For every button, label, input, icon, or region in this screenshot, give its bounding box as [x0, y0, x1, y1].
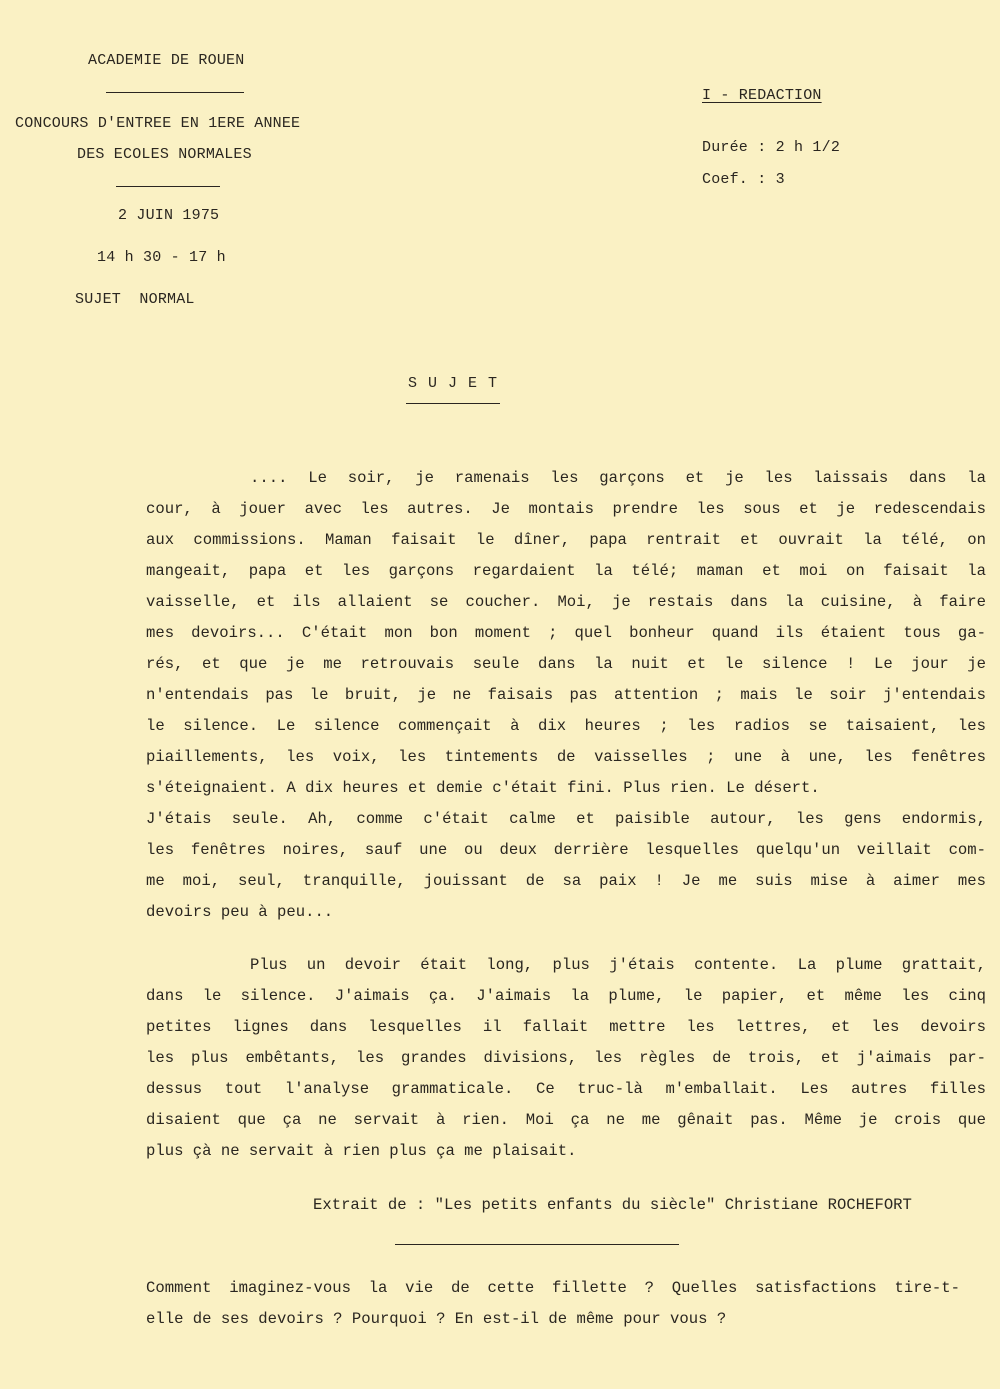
sujet-type: SUJET NORMAL — [75, 291, 195, 308]
source-rule — [395, 1244, 679, 1245]
duree: Durée : 2 h 1/2 — [702, 139, 841, 156]
text-line: disaient que ça ne servait à rien. Moi ça ne me gênait pas. Même je crois que — [146, 1111, 986, 1129]
concours-line-1: CONCOURS D'ENTREE EN 1ERE ANNEE — [15, 115, 301, 132]
text-line: cour, à jouer avec les autres. Je montais prendre les sous et je redescendais — [146, 500, 986, 518]
text-line: aux commissions. Maman faisait le dîner, papa rentrait et ouvrait la télé, on — [146, 531, 986, 549]
text-line: le silence. Le silence commençait à dix heures ; les radios se taisaient, les — [146, 717, 986, 735]
question-line: Comment imaginez-vous la vie de cette fillette ? Quelles satisfactions tire-t- — [146, 1279, 960, 1297]
coefficient: Coef. : 3 — [702, 171, 785, 188]
text-line: dans le silence. J'aimais ça. J'aimais la plume, le papier, et même les cinq — [146, 987, 986, 1005]
sujet-heading-rule — [406, 403, 500, 404]
text-line: me moi, seul, tranquille, jouissant de sa paix ! Je me suis mise à aimer mes — [146, 872, 986, 890]
exam-hours: 14 h 30 - 17 h — [97, 249, 226, 266]
text-line: mes devoirs... C'était mon bon moment ; quel bonheur quand ils étaient tous ga- — [146, 624, 986, 642]
text-line: Plus un devoir était long, plus j'étais contente. La plume grattait, — [250, 956, 986, 974]
concours-line-2: DES ECOLES NORMALES — [77, 146, 252, 163]
source-citation: Extrait de : "Les petits enfants du siècle" Christiane ROCHEFORT — [313, 1196, 912, 1214]
text-line: J'étais seule. Ah, comme c'était calme et paisible autour, les gens endormis, — [146, 810, 986, 828]
question — [146, 1273, 960, 1335]
text-line: s'éteignaient. A dix heures et demie c'était fini. Plus rien. Le désert. — [146, 779, 820, 797]
text-line: les plus embêtants, les grandes divisions, les règles de trois, et j'aimais par- — [146, 1049, 986, 1067]
text-line: plus çà ne servait à rien plus ça me plaisait. — [146, 1142, 577, 1160]
text-line: rés, et que je me retrouvais seule dans la nuit et le silence ! Le jour je — [146, 655, 986, 673]
header-rule-2 — [116, 186, 220, 187]
redaction-title: I - REDACTION — [702, 87, 822, 104]
header-rule-1 — [106, 92, 244, 93]
paragraph-1 — [146, 463, 986, 928]
text-line: piaillements, les voix, les tintements de vaisselles ; une à une, les fenêtres — [146, 748, 986, 766]
text-line: devoirs peu à peu... — [146, 903, 334, 921]
sujet-heading: S U J E T — [408, 375, 499, 392]
academie-heading: ACADEMIE DE ROUEN — [88, 52, 245, 69]
text-line: mangeait, papa et les garçons regardaient la télé; maman et moi on faisait la — [146, 562, 986, 580]
paragraph-2 — [146, 950, 986, 1167]
text-line: petites lignes dans lesquelles il fallait mettre les lettres, et les devoirs — [146, 1018, 986, 1036]
text-line: .... Le soir, je ramenais les garçons et je les laissais dans la — [250, 469, 986, 487]
text-line: dessus tout l'analyse grammaticale. Ce truc-là m'emballait. Les autres filles — [146, 1080, 986, 1098]
text-line: les fenêtres noires, sauf une ou deux derrière lesquelles quelqu'un veillait com- — [146, 841, 986, 859]
exam-date: 2 JUIN 1975 — [118, 207, 220, 224]
text-line: vaisselle, et ils allaient se coucher. Moi, je restais dans la cuisine, à faire — [146, 593, 986, 611]
text-line: n'entendais pas le bruit, je ne faisais pas attention ; mais le soir j'entendais — [146, 686, 986, 704]
question-line: elle de ses devoirs ? Pourquoi ? En est-il de même pour vous ? — [146, 1310, 727, 1328]
